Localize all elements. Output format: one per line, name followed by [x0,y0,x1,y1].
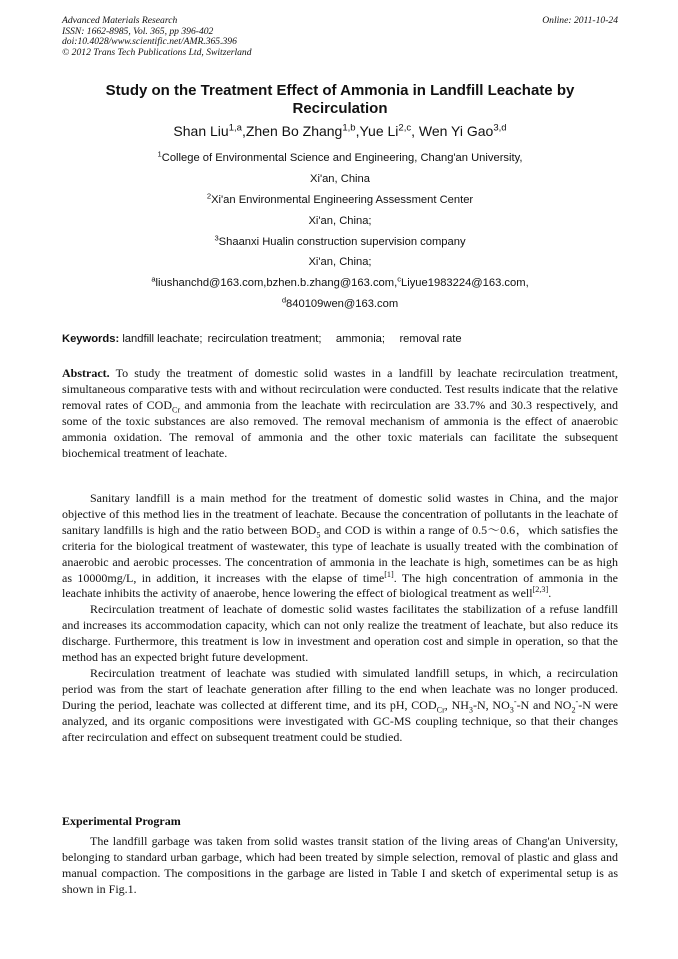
paper-title: Study on the Treatment Effect of Ammonia in Landfill Leachate by Recirculation [105,82,575,117]
subscript: 2 [571,705,576,715]
author-name: Shan Liu [173,123,229,139]
paragraph [62,666,618,746]
paragraph-text: . [548,586,552,601]
section-heading: Experimental Program [62,814,181,828]
citation: [2,3] [532,585,549,595]
affiliation-line: Xi'an, China; [308,214,372,227]
email-line [62,294,618,315]
journal-header [62,16,618,58]
author-affil-mark: 1,a [228,122,242,134]
paragraph-text: -N were analyzed, and its organic compositions were investigated with GC-MS coupling technique, so that their changes after recirculation and effect on subsequent treatment could be studied. [62,697,618,744]
journal-issn: ISSN: 1662-8985, Vol. 365, pp 396-402 [62,25,214,37]
affiliation-mark: 3 [214,232,219,242]
abstract [62,366,618,461]
paragraph: Recirculation treatment of leachate of domestic solid wastes facilitates the stabilization of a refuse landfill and increases its accommodation capacity, which can not only realize the treatment of leachate, but also reduce its discharge. Furthermore, this treatment is low in investment and operation cost and simple in operation, so that the method has an expected bright future development. [62,602,618,665]
subscript: 3 [509,705,514,715]
affiliation-line [62,232,618,253]
author-name: Yue Li [359,123,399,139]
paragraph-text: . The high concentration of ammonia in the leachate inhibits the activity of anaerobe, hence lowering the effect of biological treatment as well [62,570,618,601]
keyword: ammonia; [335,333,386,345]
author-affil-mark: 1,b [342,122,356,134]
journal-name: Advanced Materials Research [62,15,178,26]
journal-doi: doi:10.4028/www.scientific.net/AMR.365.396 [62,36,237,48]
affiliation-line [62,148,618,169]
author-affil-mark: 3,d [493,122,507,134]
superscript: - [513,696,517,706]
journal-copyright: © 2012 Trans Tech Publications Ltd, Switzerland [62,46,252,58]
affiliation-text: Xi'an Environmental Engineering Assessment Center [211,193,474,206]
paragraph-text: and COD is within a range of 0.5～0.6，which satisfies the criteria for the biological treatment of wastewater, this type of leachate is usually treated with the combination of anaerobic and aerobic processes. The concentration of ammonia in the leachate is high, sometimes can be as high as 10000mg/L, in addition, it increases with the elapse of time [62,522,619,585]
author-affil-mark: 2,c [398,122,412,134]
keywords [62,333,618,345]
subscript: 5 [316,530,321,540]
affiliation-line [62,190,618,211]
author-list: Shan Liu$^{1,a}$,Zhen Bo Zhang$^{1,b}$,Yue Li$^{2,c}$, Wen Yi Gao$^{3,d}$ [173,122,507,139]
author-name: Zhen Bo Zhang [245,123,343,139]
keywords-label: Keywords: [62,333,120,345]
email-text: Liyue1983224@163.com, [401,277,529,290]
email-line [62,273,618,294]
abstract-label: Abstract. [62,366,110,380]
affiliation-line: Xi'an, China; [308,256,372,269]
paragraph-text: Sanitary landfill is a main method for the treatment of domestic solid wastes in China, and the major objective of this method lies in the treatment of leachate. Because the concentration of pollutants in the leachate of sanitary landfills is high and the ratio between BOD [62,491,618,537]
email-mark: c [397,274,401,284]
online-date: Online: 2011-10-24 [542,15,618,26]
experimental-section [62,834,618,898]
abstract-text: and ammonia from the leachate with recirculation are 33.7% and 30.3 respectively, and some of the toxic substances are also removed. The removal mechanism of ammonia is the effect of anaerobic ammonia oxidation. The removal of ammonia and the other toxic materials can facilitate the subsequent biochemical treatment of leachate. [62,397,618,460]
keyword: recirculation treatment; [207,333,322,345]
author-name: Wen Yi Gao [418,123,494,139]
paragraph-text: Recirculation treatment of leachate was studied with simulated landfill setups, in which, a recirculation period was from the start of leachate generation after filling to the end when leachate was no longer produced. During the period, leachate was collected at different time, and its pH, COD [62,665,618,712]
paragraph-text: -N, NO [472,697,510,712]
paragraph-text: , NH [444,697,469,712]
email-mark: d [281,295,287,305]
affiliation-text: College of Environmental Science and Engineering, Chang'an University, [161,152,523,164]
keyword: removal rate [399,333,462,345]
superscript: - [575,696,579,706]
paragraph: The landfill garbage was taken from solid wastes transit station of the living areas of Chang'an University, belonging to standard urban garbage, which had been treated by simple selection, removal of plastic and glass and manual compaction. The compositions in the garbage are listed in Table I and sketch of experimental setup is as shown in Fig.1. [62,834,618,896]
introduction [62,491,618,746]
subscript: 3 [468,705,473,715]
subscript: Cr [436,705,445,715]
affiliations [62,148,618,315]
email-text: 840109wen@163.com [286,298,399,311]
keyword: landfill leachate; [122,333,203,345]
citation: [1] [384,569,394,579]
affiliation-line: Xi'an, China [310,172,370,185]
affiliation-mark: 1 [157,149,162,159]
affiliation-text: Shaanxi Hualin construction supervision company [218,235,466,248]
paragraph-text: -N and NO [516,697,572,712]
paragraph [62,491,618,602]
email-mark: a [151,274,156,284]
email-text: liushanchd@163.com,bzhen.b.zhang@163.com, [155,277,398,290]
abstract-text: To study the treatment of domestic solid wastes in a landfill by leachate recirculation treatment, simultaneous comparative tests with and without recirculation were conducted. Test results indicate that the relative removal rates of COD [62,366,618,412]
subscript: Cr [172,405,181,415]
affiliation-mark: 2 [206,191,212,201]
